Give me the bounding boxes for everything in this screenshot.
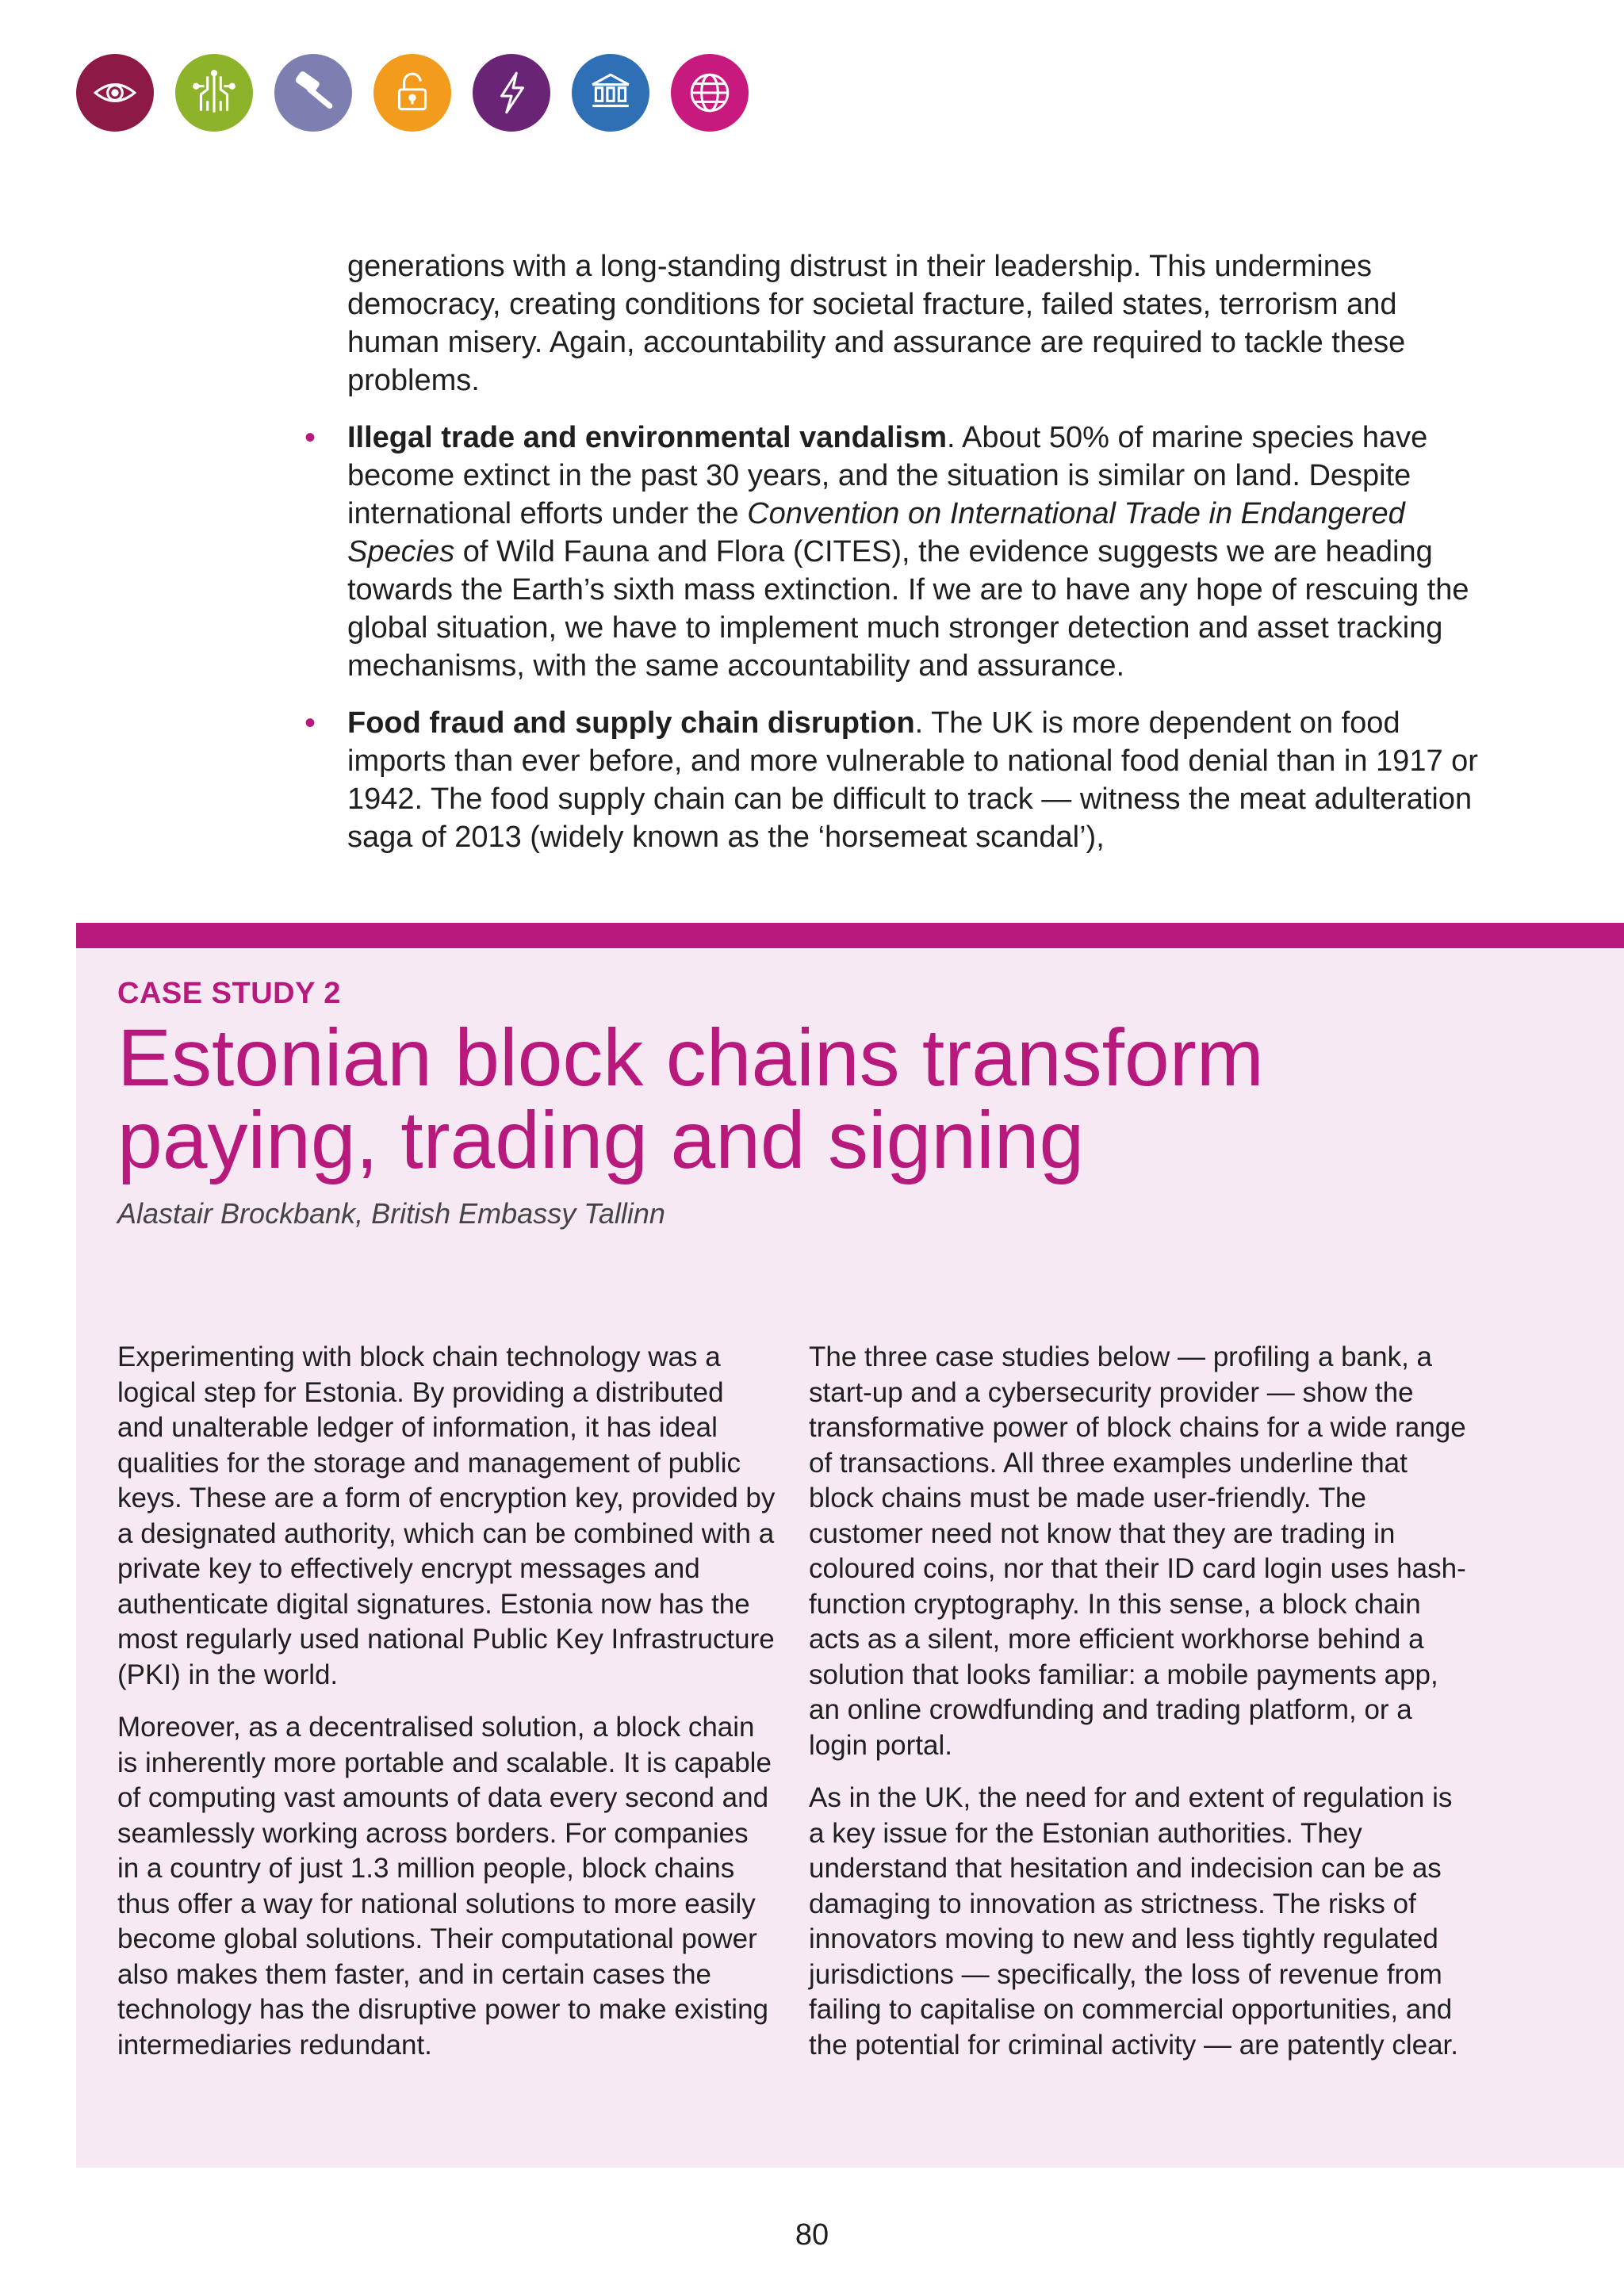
- bullet-title: Food fraud and supply chain disruption: [347, 706, 915, 740]
- lightning-icon: [473, 54, 550, 132]
- institution-icon: [572, 54, 649, 132]
- bullet-text: of Wild Fauna and Flora (CITES), the evidence suggests we are heading towards the Earth’s sixth mass extinction. If we are to have any hope of rescuing the global situation, we have to implement much stronger detection and asset tracking mechanisms, with the same accountability and assurance.: [347, 535, 1469, 683]
- paragraph: As in the UK, the need for and extent of regulation is a key issue for the Estonian authorities. They understand that hesitation and indecision can be as damaging to innovation as strictness. The risks of innovators moving to new and less tightly regulated jurisdictions — specifically, the loss of revenue from failing to capitalise on commercial opportunities, and the potential for criminal activity — are patently clear.: [809, 1782, 1458, 2061]
- page-number: 80: [795, 2218, 829, 2252]
- gavel-icon: [274, 54, 352, 132]
- case-study-label: CASE STUDY 2: [117, 977, 341, 1010]
- case-study-left-column: [117, 1340, 776, 2080]
- case-study-byline: Alastair Brockbank, British Embassy Tallinn: [117, 1197, 665, 1230]
- bullet-title: Illegal trade and environmental vandalism: [347, 421, 948, 454]
- bullet-text: . The UK is more dependent on food imports than ever before, and more vulnerable to national food denial than in 1917 or 1942. The food supply chain can be difficult to track — witness the meat adulteration saga of 2013 (widely known as the ‘horsemeat scandal’),: [347, 706, 1478, 854]
- case-study-right-column: [809, 1340, 1467, 2080]
- paragraph: The three case studies below — profiling a bank, a start-up and a cybersecurity provider — show the transformative power of block chains for a wide range of transactions. All three examples underline that block chains must be made user-friendly. The customer need not know that they are trading in coloured coins, nor that their ID card login uses hash-function cryptography. In this sense, a block chain acts as a silent, more efficient workhorse behind a solution that looks familiar: a mobile payments app, an online crowdfunding and trading platform, or a login portal.: [809, 1341, 1466, 1761]
- bullet-food-fraud: [304, 704, 1478, 856]
- bullet-text: . About 50% of marine species have become extinct in the past 30 years, and the situation is similar on land. Despite international efforts under the: [347, 421, 1428, 530]
- theme-icon-row: [76, 54, 749, 133]
- case-study-title: Estonian block chains transform paying, trading and signing: [117, 1012, 1264, 1185]
- eye-icon: [76, 54, 154, 132]
- intro-continuation: generations with a long-standing distrust in their leadership. This undermines democracy, creating conditions for societal fracture, failed states, terrorism and human misery. Again, accountability and assurance are required to tackle these problems.: [347, 250, 1406, 397]
- intro-section: [304, 247, 1478, 856]
- bullet-list: [304, 419, 1478, 856]
- paragraph: Moreover, as a decentralised solution, a block chain is inherently more portable and scalable. It is capable of computing vast amounts of data every second and seamlessly working across borders. For companies in a country of just 1.3 million people, block chains thus offer a way for national solutions to more easily become global solutions. Their computational power also makes them faster, and in certain cases the technology has the disruptive power to make existing intermediaries redundant.: [117, 1712, 772, 2061]
- padlock-icon: [373, 54, 451, 132]
- paragraph: Experimenting with block chain technology was a logical step for Estonia. By providing a distributed and unalterable ledger of information, it has ideal qualities for the storage and management of public keys. These are a form of encryption key, provided by a designated authority, which can be combined with a private key to effectively encrypt messages and authenticate digital signatures. Estonia now has the most regularly used national Public Key Infrastructure (PKI) in the world.: [117, 1341, 776, 1690]
- case-study-top-bar: [76, 923, 1624, 948]
- bullet-illegal-trade: [304, 419, 1478, 685]
- globe-icon: [671, 54, 749, 132]
- cites-convention-name: Convention on International Trade in Endangered Species: [347, 497, 1405, 568]
- circuit-icon: [175, 54, 253, 132]
